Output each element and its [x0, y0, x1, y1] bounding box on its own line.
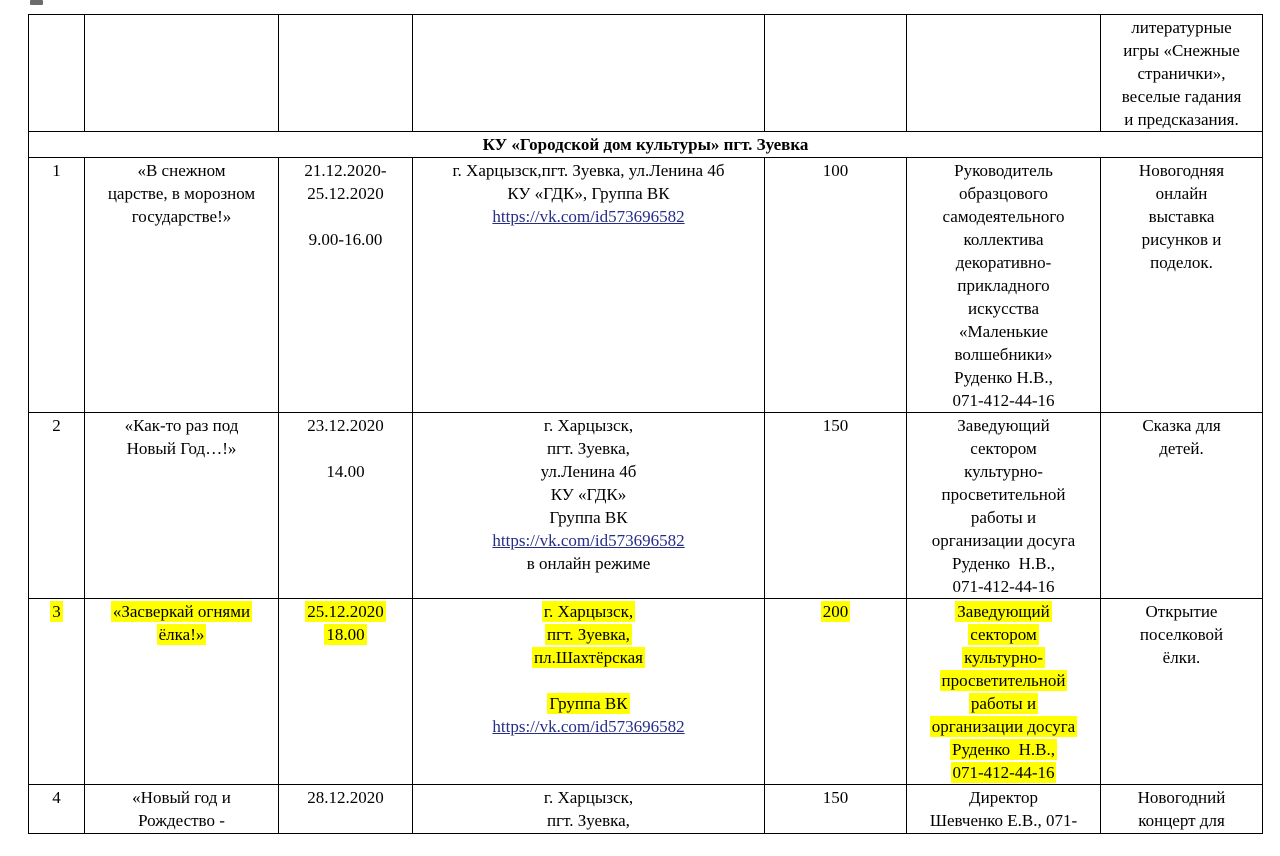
cell-location — [413, 599, 765, 785]
text-line: «Новый год и — [132, 788, 231, 807]
text-line: игры «Снежные — [1123, 41, 1240, 60]
text-line: пгт. Зуевка, — [547, 439, 630, 458]
cell-attendance — [765, 413, 907, 599]
text-line: пгт. Зуевка, — [547, 625, 630, 644]
text-line: работы и — [970, 508, 1037, 527]
text-line: организации досуга — [931, 717, 1076, 736]
text-line: Новый Год…!» — [126, 439, 237, 458]
text-line: Руденко Н.В., — [952, 554, 1055, 573]
text-line: 23.12.2020 — [307, 416, 384, 435]
vk-link[interactable]: https://vk.com/id573696582 — [492, 717, 685, 736]
text-line: 150 — [822, 416, 849, 435]
text-line — [415, 669, 762, 692]
cell-event-name — [85, 158, 279, 413]
text-line: просветительной — [941, 485, 1066, 504]
text-line: Заведующий — [957, 602, 1050, 621]
text-line: «Маленькие — [958, 322, 1049, 341]
cell-responsible — [907, 15, 1101, 132]
cell-attendance — [765, 158, 907, 413]
cell-location — [413, 413, 765, 599]
text-line: Сказка для — [1142, 416, 1221, 435]
text-line: Открытие — [1145, 602, 1218, 621]
text-line: 14.00 — [326, 462, 365, 481]
text-line — [415, 715, 762, 738]
text-line: 4 — [52, 788, 61, 807]
text-line: культурно- — [964, 648, 1043, 667]
text-line: 21.12.2020- — [304, 161, 387, 180]
text-line: г. Харцызск,пгт. Зуевка, ул.Ленина 4б — [452, 161, 725, 180]
cell-description — [1101, 785, 1263, 834]
text-line: 071-412-44-16 — [952, 763, 1055, 782]
text-line: поселковой — [1139, 625, 1224, 644]
cell-attendance — [765, 785, 907, 834]
text-line: Новогодний — [1137, 788, 1226, 807]
text-line: образцового — [959, 184, 1048, 203]
cell-datetime — [279, 158, 413, 413]
text-line: искусства — [967, 299, 1040, 318]
text-line: «Как-то раз под — [124, 416, 239, 435]
table-row — [29, 158, 1263, 413]
text-line: «Засверкай огнями — [112, 602, 251, 621]
text-line: детей. — [1159, 439, 1204, 458]
text-line: 28.12.2020 — [307, 788, 384, 807]
cell-number — [29, 413, 85, 599]
text-line: выставка — [1148, 207, 1215, 226]
text-line: в онлайн режиме — [526, 554, 651, 573]
cell-datetime — [279, 413, 413, 599]
cell-responsible — [907, 413, 1101, 599]
text-line: сектором — [970, 625, 1037, 644]
text-line: 1 — [52, 161, 61, 180]
table-row — [29, 413, 1263, 599]
cell-attendance — [765, 599, 907, 785]
events-table — [28, 14, 1263, 834]
text-line: Группа ВК — [549, 508, 628, 527]
cell-number — [29, 785, 85, 834]
text-line: Рождество - — [138, 811, 225, 830]
text-line: 18.00 — [326, 625, 365, 644]
cell-description — [1101, 413, 1263, 599]
text-line: работы и — [970, 694, 1037, 713]
text-line — [281, 437, 410, 460]
text-line: веселые гадания — [1121, 87, 1242, 106]
text-line: 25.12.2020 — [307, 184, 384, 203]
text-line: ёлка!» — [158, 625, 205, 644]
text-line: государстве!» — [131, 207, 232, 226]
text-line: коллектива — [963, 230, 1044, 249]
text-line: поделок. — [1150, 253, 1213, 272]
text-line — [415, 205, 762, 228]
text-line: концерт для — [1138, 811, 1225, 830]
text-line: 100 — [822, 161, 849, 180]
text-line: Руденко Н.В., — [952, 740, 1055, 759]
cell-description — [1101, 599, 1263, 785]
cell-event-name — [85, 785, 279, 834]
text-line: Новогодняя — [1138, 161, 1225, 180]
text-line: 9.00-16.00 — [308, 230, 383, 249]
text-line: ёлки. — [1162, 648, 1201, 667]
cell-location — [413, 158, 765, 413]
text-line — [281, 205, 410, 228]
cell-event-name — [85, 15, 279, 132]
cell-event-name — [85, 599, 279, 785]
text-line: г. Харцызск, — [543, 602, 634, 621]
text-line: КУ «ГДК», Группа ВК — [507, 184, 670, 203]
text-line: онлайн — [1155, 184, 1208, 203]
text-line: Директор — [969, 788, 1038, 807]
cell-responsible — [907, 599, 1101, 785]
text-line: г. Харцызск, — [543, 788, 634, 807]
text-line: волшебники» — [954, 345, 1053, 364]
cell-datetime — [279, 785, 413, 834]
cell-location — [413, 15, 765, 132]
cell-attendance — [765, 15, 907, 132]
text-line: 25.12.2020 — [307, 602, 384, 621]
text-line: 071-412-44-16 — [952, 391, 1055, 410]
text-line: организации досуга — [931, 531, 1076, 550]
section-header-row — [29, 132, 1263, 158]
text-line: рисунков и — [1141, 230, 1222, 249]
text-line: Руководитель — [954, 161, 1053, 180]
text-line: «В снежном — [137, 161, 226, 180]
cell-number — [29, 599, 85, 785]
cell-number — [29, 158, 85, 413]
cell-description — [1101, 158, 1263, 413]
cell-location — [413, 785, 765, 834]
text-line: 150 — [822, 788, 849, 807]
text-line: царстве, в морозном — [107, 184, 256, 203]
clipped-text-fragment — [30, 0, 43, 5]
text-line: 071-412-44-16 — [952, 577, 1055, 596]
text-line: Руденко Н.В., — [954, 368, 1053, 387]
text-line: 2 — [52, 416, 61, 435]
text-line: декоративно- — [955, 253, 1052, 272]
text-line: КУ «ГДК» — [550, 485, 627, 504]
text-line: Шевченко Е.В., 071- — [929, 811, 1078, 830]
text-line: 200 — [822, 602, 849, 621]
cell-responsible — [907, 785, 1101, 834]
cell-responsible — [907, 158, 1101, 413]
cell-description — [1101, 15, 1263, 132]
text-line: самодеятельного — [942, 207, 1065, 226]
text-line — [415, 529, 762, 552]
text-line: 3 — [52, 602, 61, 621]
cell-event-name — [85, 413, 279, 599]
cell-datetime — [279, 599, 413, 785]
text-line: странички», — [1137, 64, 1226, 83]
text-line: прикладного — [957, 276, 1050, 295]
text-line: и предсказания. — [1124, 110, 1239, 129]
text-line: пл.Шахтёрская — [534, 648, 643, 667]
text-line: г. Харцызск, — [543, 416, 634, 435]
cell-datetime — [279, 15, 413, 132]
table-row — [29, 599, 1263, 785]
events-table-body — [29, 15, 1263, 834]
text-line: литературные — [1131, 18, 1232, 37]
vk-link[interactable]: https://vk.com/id573696582 — [492, 207, 685, 226]
text-line: просветительной — [941, 671, 1066, 690]
text-line: ул.Ленина 4б — [540, 462, 637, 481]
table-row — [29, 15, 1263, 132]
text-line: пгт. Зуевка, — [547, 811, 630, 830]
text-line: сектором — [970, 439, 1037, 458]
text-line: Заведующий — [957, 416, 1050, 435]
table-row — [29, 785, 1263, 834]
text-line: культурно- — [964, 462, 1043, 481]
vk-link[interactable]: https://vk.com/id573696582 — [492, 531, 685, 550]
section-header-cell: КУ «Городской дом культуры» пгт. Зуевка — [29, 132, 1263, 158]
cell-number — [29, 15, 85, 132]
text-line: Группа ВК — [549, 694, 628, 713]
